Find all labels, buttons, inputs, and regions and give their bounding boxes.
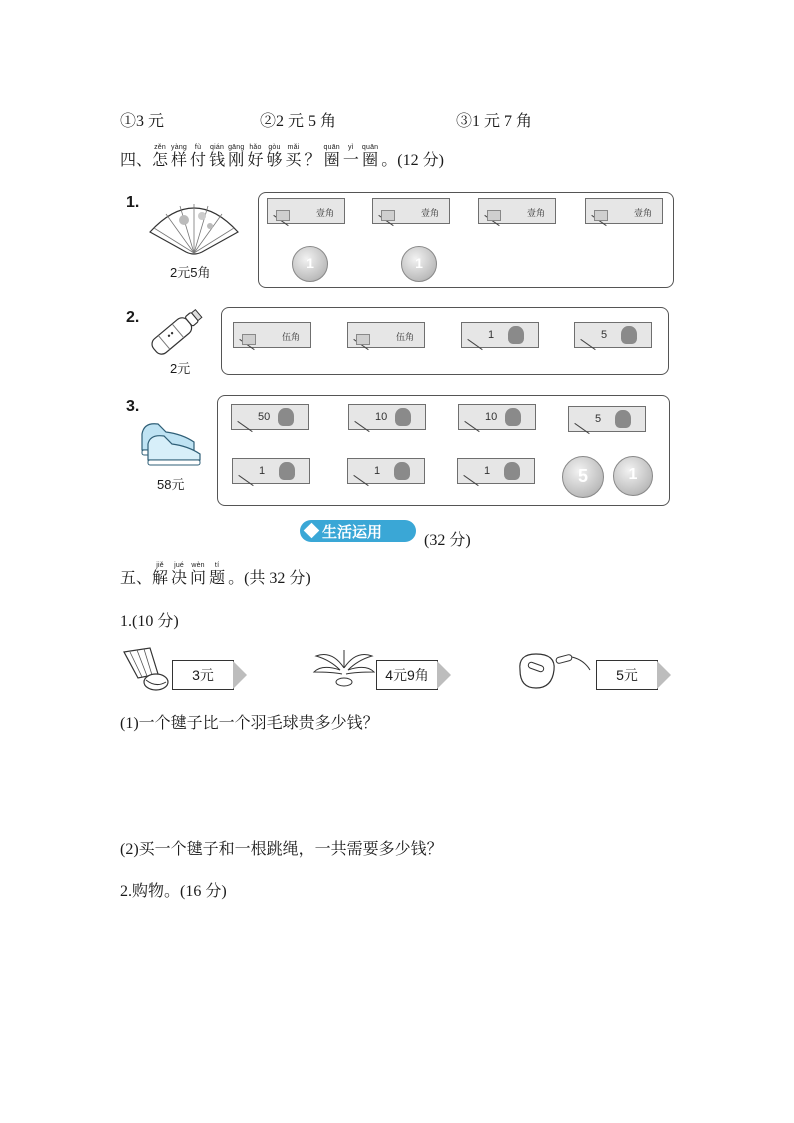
item-2-price: 2元 <box>170 361 191 376</box>
q5-heading: 五、 jiě 解 jué 决 wèn 问 tí 题 。(共 32 分) <box>120 562 311 587</box>
q4-char: 样 <box>171 152 188 169</box>
bill-50-yuan[interactable]: 50 <box>231 404 309 430</box>
q5-sub1: 1.(10 分) <box>120 613 179 630</box>
q4-char: 一 <box>342 152 359 169</box>
q4-number: 四、 <box>120 152 153 169</box>
coin-1-yuan[interactable]: 1 <box>401 246 437 282</box>
q5-char: 决 <box>171 570 188 587</box>
q4-char: 怎 <box>152 152 169 169</box>
option-1: ①3 元 <box>120 113 165 130</box>
q4-heading: 四、 zěn 怎 yàng 样 fù 付 qián 钱 gāng 刚 hǎo 好 gòu 够 mǎi 买 ？ quān 圈 yì 一 quān 圈 。(12 分) <box>120 144 444 169</box>
bill-1-yuan[interactable]: 1 <box>232 458 310 484</box>
price-tag: 4元9角 <box>376 660 438 690</box>
item-1-number: 1. <box>126 194 140 211</box>
q4-score: 。(12 分) <box>381 152 444 169</box>
sneakers-icon <box>136 416 206 468</box>
item-1-price: 2元5角 <box>170 265 211 280</box>
item-3-price: 58元 <box>157 477 185 492</box>
q4-char: 好 <box>247 152 264 169</box>
fan-icon <box>144 196 244 256</box>
price-tag: 5元 <box>596 660 658 690</box>
q4-char: 买 <box>285 152 302 169</box>
q4-char: ？ <box>304 152 321 169</box>
bill-5-jiao[interactable]: 伍角 <box>347 322 425 348</box>
q5-question-1: (1)一个毽子比一个羽毛球贵多少钱？ <box>120 715 379 732</box>
tag-tail <box>437 661 451 689</box>
q4-char: 圈 <box>323 152 340 169</box>
section-score: (32 分) <box>424 532 471 549</box>
q5-number: 五、 <box>120 570 153 587</box>
item-2-number: 2. <box>126 309 140 326</box>
q5-char: 问 <box>190 570 207 587</box>
q4-char: 钱 <box>209 152 226 169</box>
q5-sub2: 2.购物。(16 分) <box>120 883 227 900</box>
q5-question-2: (2)买一个毽子和一根跳绳，一共需要多少钱？ <box>120 841 443 858</box>
option-3: ③1 元 7 角 <box>456 113 533 130</box>
cube-icon <box>304 523 320 539</box>
q4-char: 圈 <box>362 152 379 169</box>
jump-rope-icon <box>514 648 594 692</box>
bill-1-yuan[interactable]: 1 <box>347 458 425 484</box>
tag-tail <box>233 661 247 689</box>
coin-1-yuan[interactable]: 1 <box>292 246 328 282</box>
section-life-application <box>300 520 416 542</box>
q4-char: 刚 <box>228 152 245 169</box>
tag-tail <box>657 661 671 689</box>
jianzi-icon <box>312 646 376 690</box>
bill-10-yuan[interactable]: 10 <box>458 404 536 430</box>
q4-char: 付 <box>190 152 207 169</box>
bill-1-jiao[interactable]: 壹角 <box>267 198 345 224</box>
coin-5-jiao[interactable]: 5 <box>562 456 604 498</box>
shuttlecock-icon <box>120 644 172 692</box>
option-2: ②2 元 5 角 <box>260 113 337 130</box>
bill-5-yuan[interactable]: 5 <box>574 322 652 348</box>
coin-1-yuan[interactable]: 1 <box>613 456 653 496</box>
bill-1-jiao[interactable]: 壹角 <box>585 198 663 224</box>
price-tag: 3元 <box>172 660 234 690</box>
q4-char: 够 <box>266 152 283 169</box>
bill-5-jiao[interactable]: 伍角 <box>233 322 311 348</box>
water-bottle-icon <box>140 302 210 362</box>
item-3-number: 3. <box>126 398 140 415</box>
bill-1-jiao[interactable]: 壹角 <box>478 198 556 224</box>
bill-1-yuan[interactable]: 1 <box>457 458 535 484</box>
section-label: 生活运用 <box>322 524 383 541</box>
bill-10-yuan[interactable]: 10 <box>348 404 426 430</box>
bill-1-jiao[interactable]: 壹角 <box>372 198 450 224</box>
q5-char: 题 <box>209 570 226 587</box>
q5-score: 。(共 32 分) <box>228 570 311 587</box>
bill-1-yuan[interactable]: 1 <box>461 322 539 348</box>
q5-char: 解 <box>152 570 169 587</box>
bill-5-yuan[interactable]: 5 <box>568 406 646 432</box>
